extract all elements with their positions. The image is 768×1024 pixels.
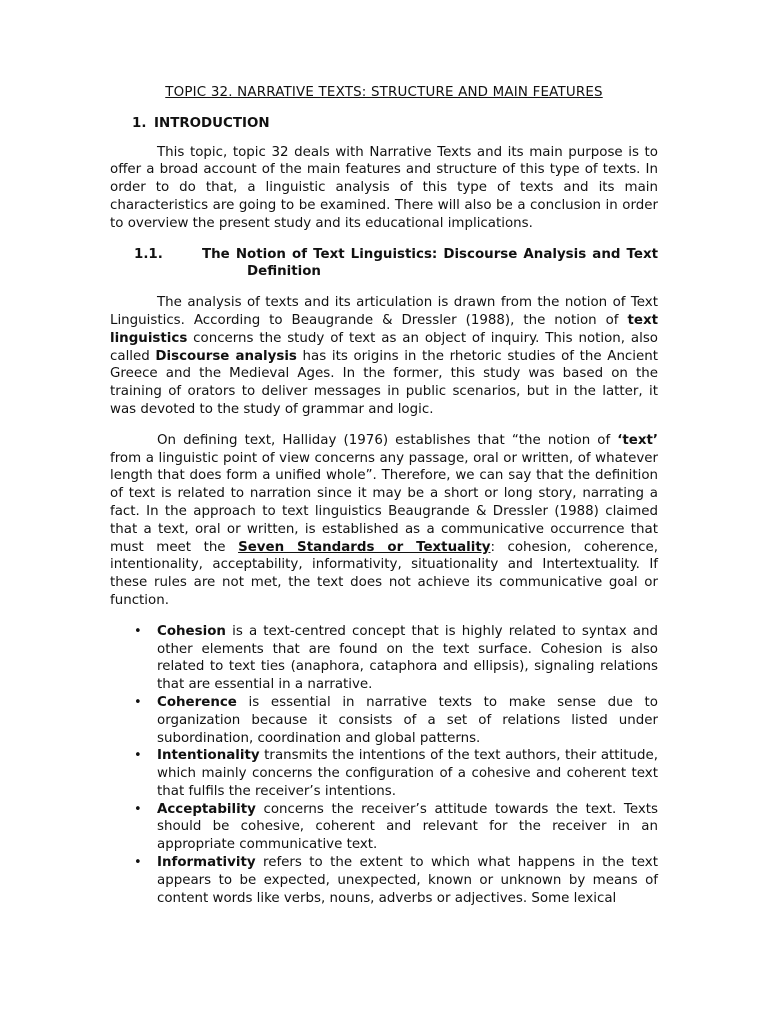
section-heading-introduction: [110, 115, 658, 133]
text-linguistics-paragraph: [110, 294, 658, 419]
paragraph-text: The analysis of texts and its articulation is drawn from the notion of Text Linguistics. According to Beaugrande & Dressler (1988), the notion of: [110, 295, 658, 328]
bullet-term: Coherence: [157, 694, 237, 710]
bold-term: text linguistics: [110, 312, 658, 346]
bold-term: ‘text’: [617, 432, 658, 448]
list-item: [110, 694, 658, 747]
subsection-label: The Notion of Text Linguistics: Discourse Analysis and Text Definition: [202, 246, 658, 280]
paragraph-text: On defining text, Halliday (1976) establishes that “the notion of: [157, 432, 618, 448]
bullet-term: Acceptability: [157, 801, 256, 817]
underlined-term: Seven Standards or Textuality: [238, 539, 491, 555]
bullet-icon: •: [134, 623, 142, 639]
paragraph-text: : cohesion, coherence, intentionality, acceptability, informativity, situationality and Intertextuality. If these rules are not met, the text does not achieve its communicative goal or function.: [110, 539, 659, 608]
paragraph-text: has its origins in the rhetoric studies of the Ancient Greece and the Medieval Ages. In the former, this study was based on the training of orators to deliver messages in public scenarios, but in the latter, it was devoted to the study of grammar and logic.: [110, 348, 658, 417]
bullet-text: is essential in narrative texts to make sense due to organization because it consists of a set of relations listed under subordination, coordination and global patterns.: [157, 694, 658, 746]
list-item: [110, 854, 658, 907]
subsection-heading-text-linguistics: [110, 246, 658, 282]
bullet-text: transmits the intentions of the text authors, their attitude, which mainly concerns the configuration of a cohesive and coherent text that fulfils the receiver’s intentions.: [157, 748, 658, 799]
standards-bullet-list: [110, 623, 658, 908]
bullet-text: refers to the extent to which what happens in the text appears to be expected, unexpected, known or unknown by means of content words like verbs, nouns, adverbs or adjectives. Some lexical: [157, 855, 658, 906]
bullet-text: concerns the receiver’s attitude towards the text. Texts should be cohesive, coherent and relevant for the receiver in an appropriate communicative text.: [157, 801, 658, 853]
bullet-icon: •: [134, 801, 142, 817]
bold-term: Discourse analysis: [155, 348, 297, 364]
intro-paragraph: This topic, topic 32 deals with Narrative Texts and its main purpose is to offer a broad account of the main features and structure of this type of texts. In order to do that, a linguistic analysis of this type of texts and its main characteristics are going to be examined. There will also be a conclusion in order to overview the present study and its educational implications.: [110, 144, 658, 231]
bullet-text: is a text-centred concept that is highly related to syntax and other elements that are found on the text surface. Cohesion is also related to text ties (anaphora, cataphora and ellipsis), signaling relations that are essential in a narrative.: [157, 623, 658, 693]
section-label: INTRODUCTION: [154, 115, 270, 131]
bullet-term: Intentionality: [157, 748, 260, 764]
list-item: [110, 747, 658, 800]
section-number: 1.: [132, 115, 147, 131]
paragraph-text: concerns the study of text as an object of inquiry. This notion, also called: [110, 330, 658, 364]
bullet-icon: •: [134, 748, 142, 764]
subsection-number: 1.1.: [134, 246, 163, 262]
list-item: [110, 801, 658, 854]
paragraph-text: from a linguistic point of view concerns any passage, oral or written, of whatever length that does form a unified whole”. Therefore, we can say that the definition of text is related to narration since it may be a short or long story, narrating a fact. In the approach to text linguistics Beaugrande & Dressler (1988) claimed that a text, oral or written, is established as a communicative occurrence that must meet the: [110, 450, 658, 555]
document-page: [110, 84, 658, 907]
bullet-term: Informativity: [157, 855, 256, 871]
bullet-icon: •: [134, 855, 142, 871]
list-item: [110, 623, 658, 694]
document-title: TOPIC 32. NARRATIVE TEXTS: STRUCTURE AND MAIN FEATURES: [165, 85, 603, 100]
text-definition-paragraph: [110, 432, 658, 610]
bullet-term: Cohesion: [157, 623, 226, 639]
bullet-icon: •: [134, 694, 142, 710]
